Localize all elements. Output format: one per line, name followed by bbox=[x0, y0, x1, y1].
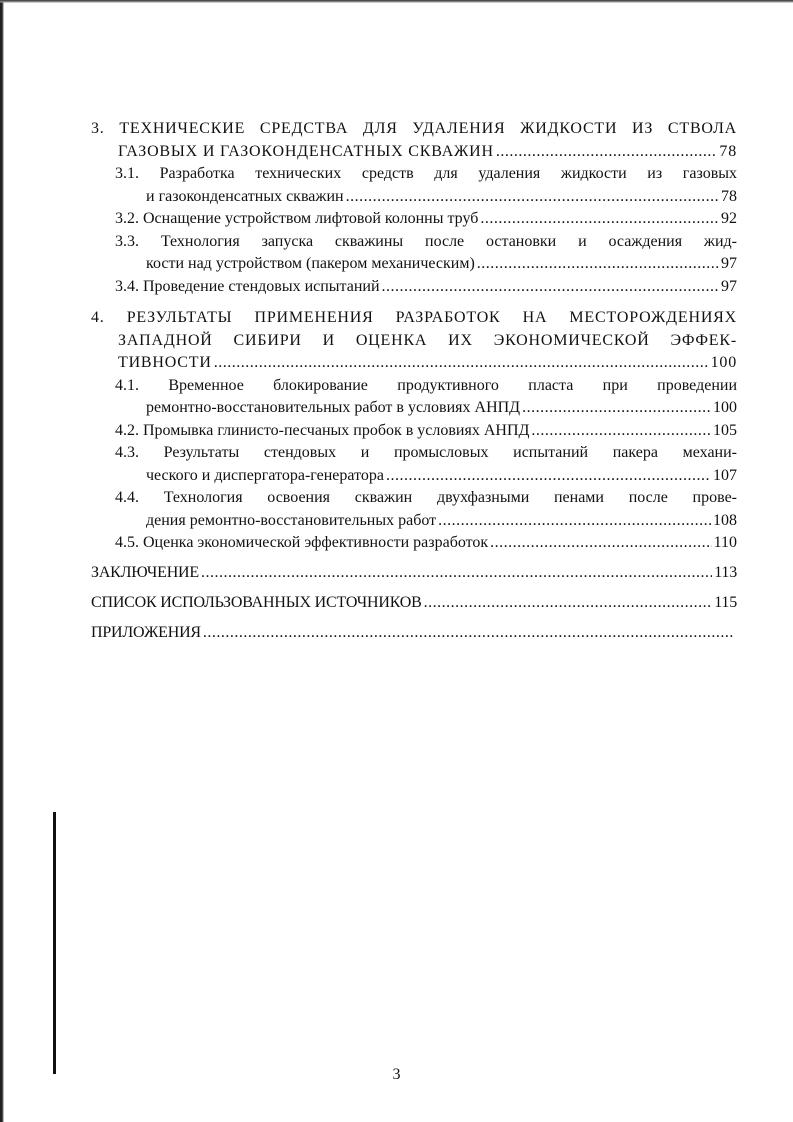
toc-section-title: Проведение стендовых испытаний bbox=[143, 277, 380, 295]
dot-leader bbox=[346, 186, 719, 209]
dot-leader bbox=[438, 510, 711, 533]
toc-chapter-3-title-line1: 3. ТЕХНИЧЕСКИЕ СРЕДСТВА ДЛЯ УДАЛЕНИЯ ЖИДКОСТИ ИЗ СТВОЛА bbox=[91, 120, 737, 137]
toc-section-number: 3.2. bbox=[115, 210, 139, 227]
toc-chapter-3-page: 78 bbox=[719, 142, 737, 160]
toc-section-4-4[interactable]: 4.4. Технология освоения скважин двухфазными пенами после прове- дения ремонтно-восстановительных работ ..... 108 bbox=[91, 487, 737, 532]
scan-top-edge bbox=[0, 0, 793, 3]
toc-section-page: 92 bbox=[721, 210, 737, 227]
dot-leader bbox=[214, 352, 709, 375]
toc-section-page: 78 bbox=[721, 187, 737, 205]
toc-chapter-3-title-line2: ГАЗОВЫХ И ГАЗОКОНДЕНСАТНЫХ СКВАЖИН bbox=[118, 142, 494, 160]
toc-section-title-cont: ческого и диспергатора-генератора bbox=[146, 466, 384, 484]
toc-conclusion-label: ЗАКЛЮЧЕНИЕ bbox=[91, 564, 199, 581]
toc-chapter-4-page: 100 bbox=[710, 354, 737, 371]
page-number: 3 bbox=[392, 1066, 401, 1083]
dot-leader bbox=[490, 532, 711, 555]
toc-section-title: Оснащение устройством лифтовой колонны труб bbox=[143, 210, 479, 227]
toc-section-page: 107 bbox=[713, 466, 737, 484]
dot-leader bbox=[382, 276, 719, 299]
toc-section-title: Промывка глинисто-песчаных пробок в условиях АНПД bbox=[143, 421, 530, 439]
toc-section-4-3[interactable]: 4.3. Результаты стендовых и промысловых испытаний пакера механи- ческого и диспергатора-генератора ..... 107 bbox=[91, 442, 737, 487]
toc-section-page: 100 bbox=[713, 399, 737, 416]
dot-leader bbox=[531, 420, 711, 443]
toc-section-page: 97 bbox=[721, 255, 737, 272]
toc-section-title: Разработка технических средств для удаления жидкости из газовых bbox=[159, 165, 738, 182]
toc-section-title-cont: и газоконденсатных скважин bbox=[146, 187, 344, 205]
toc-section-page: 97 bbox=[721, 277, 737, 295]
toc-section-page: 108 bbox=[713, 511, 737, 529]
toc-references-page: 115 bbox=[714, 594, 737, 611]
toc-section-title-cont: ремонтно-восстановительных работ в условиях АНПД bbox=[146, 399, 521, 416]
toc-chapter-4-title-line3: ТИВНОСТИ bbox=[118, 354, 212, 371]
table-of-contents bbox=[91, 118, 737, 645]
toc-section-3-3[interactable]: 3.3. Технология запуска скважины после остановки и осаждения жид- кости над устройством (пакером механическим) ..... 97 bbox=[91, 231, 737, 276]
toc-conclusion-page: 113 bbox=[714, 564, 737, 581]
toc-section-3-1[interactable]: 3.1. Разработка технических средств для удаления жидкости из газовых и газоконденсатных скважин ..... 78 bbox=[91, 163, 737, 208]
toc-section-title: Технология запуска скважины после остановки и осаждения жид- bbox=[160, 232, 737, 250]
toc-references[interactable] bbox=[91, 592, 737, 615]
dot-leader bbox=[480, 208, 719, 231]
dot-leader bbox=[201, 562, 712, 585]
toc-appendices[interactable] bbox=[91, 622, 737, 645]
toc-section-title: Временное блокирование продуктивного пласта при проведении bbox=[168, 376, 738, 394]
toc-section-title-cont: дения ремонтно-восстановительных работ bbox=[146, 511, 437, 529]
dot-leader bbox=[203, 622, 735, 645]
dot-leader bbox=[522, 397, 711, 420]
toc-section-title: Технология освоения скважин двухфазными пенами после прове- bbox=[163, 489, 738, 506]
toc-section-page: 105 bbox=[713, 421, 737, 439]
toc-section-4-1[interactable]: 4.1. Временное блокирование продуктивного пласта при проведении ремонтно-восстановительных работ в условиях АНПД ..... 100 bbox=[91, 375, 737, 420]
margin-scan-mark bbox=[53, 812, 56, 1074]
dot-leader bbox=[386, 465, 711, 488]
toc-section-title-cont: кости над устройством (пакером механическим) bbox=[146, 255, 475, 272]
toc-section-number: 3.4. bbox=[115, 277, 139, 295]
toc-references-label: СПИСОК ИСПОЛЬЗОВАННЫХ ИСТОЧНИКОВ bbox=[91, 594, 422, 611]
toc-section-4-2[interactable] bbox=[91, 420, 737, 443]
toc-chapter-4-title-line1: 4. РЕЗУЛЬТАТЫ ПРИМЕНЕНИЯ РАЗРАБОТОК НА МЕСТОРОЖДЕНИЯХ bbox=[91, 309, 737, 326]
toc-section-3-2[interactable] bbox=[91, 208, 737, 231]
toc-section-title: Оценка экономической эффективности разработок bbox=[143, 534, 489, 551]
dot-leader bbox=[496, 141, 717, 164]
toc-section-3-4[interactable] bbox=[91, 276, 737, 299]
toc-conclusion[interactable] bbox=[91, 562, 737, 585]
dot-leader bbox=[424, 592, 713, 615]
toc-appendices-label: ПРИЛОЖЕНИЯ bbox=[91, 624, 201, 641]
toc-chapter-4-title-line2: ЗАПАДНОЙ СИБИРИ И ОЦЕНКА ИХ ЭКОНОМИЧЕСКОЙ ЭФФЕК- bbox=[118, 331, 737, 349]
toc-section-4-5[interactable] bbox=[91, 532, 737, 555]
toc-section-page: 110 bbox=[713, 534, 737, 551]
toc-section-title: Результаты стендовых и промысловых испытаний пакера механи- bbox=[163, 444, 737, 461]
dot-leader bbox=[477, 253, 719, 276]
toc-section-number: 4.2. bbox=[115, 421, 139, 439]
toc-chapter-4[interactable] bbox=[91, 307, 737, 375]
scan-left-edge bbox=[0, 0, 4, 1122]
toc-section-number: 4.5. bbox=[115, 534, 139, 551]
toc-chapter-3[interactable] bbox=[91, 118, 737, 163]
